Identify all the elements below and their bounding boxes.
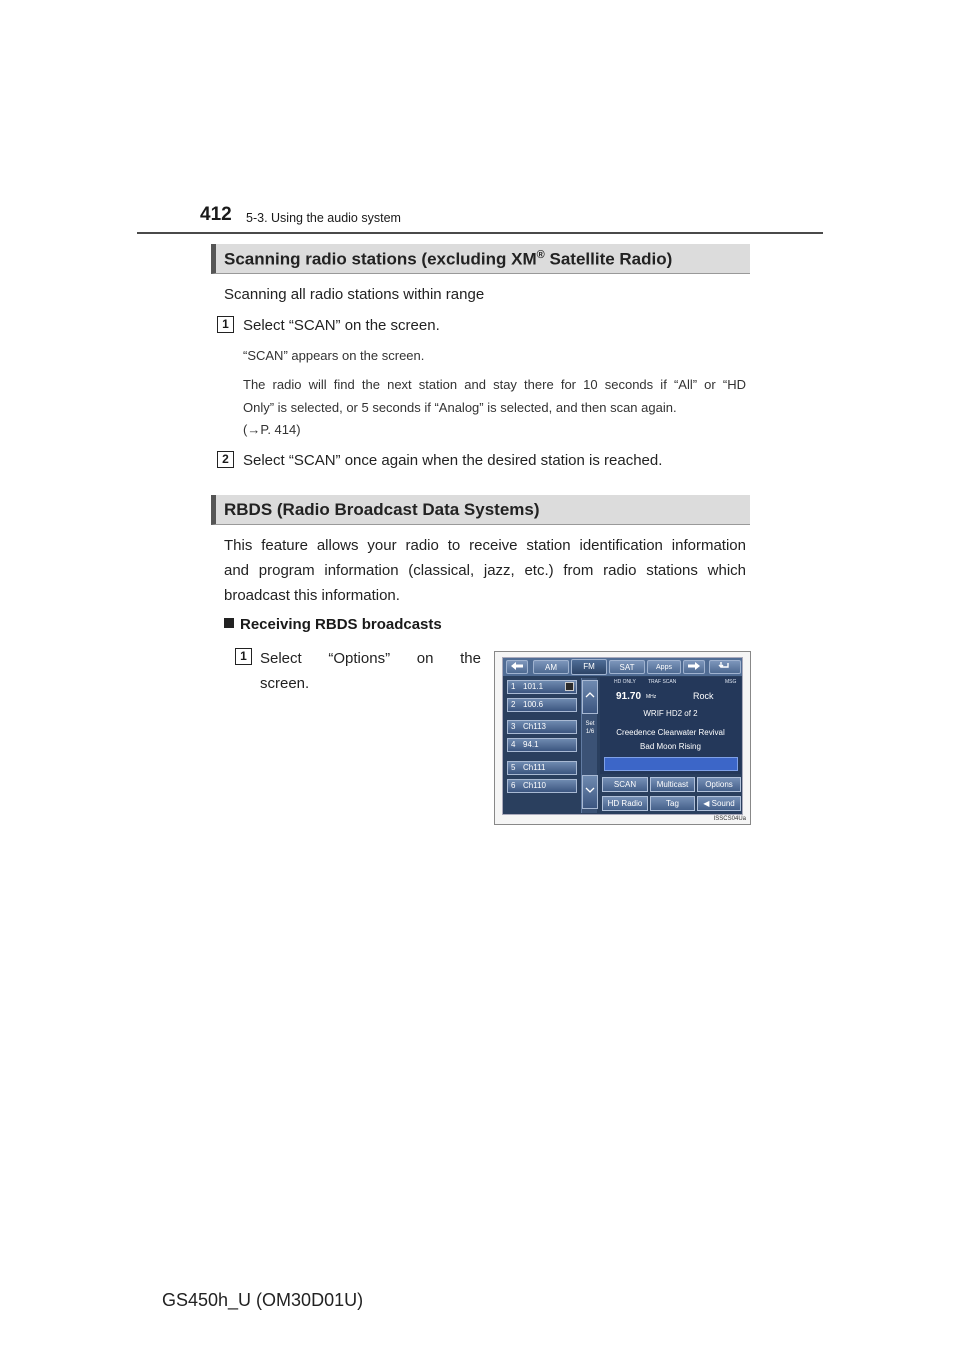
return-icon[interactable]: [709, 660, 741, 674]
song-highlight: [604, 757, 738, 771]
step-number-2: 2: [217, 451, 234, 468]
sound-button[interactable]: ◀ Sound: [697, 796, 741, 811]
footer-model-code: GS450h_U (OM30D01U): [162, 1290, 364, 1310]
section-heading-rbds: [211, 495, 750, 525]
scan-button[interactable]: SCAN: [602, 777, 648, 792]
rbds-step-1-line1: Select “Options” on the: [260, 650, 481, 667]
section-reference: 5-3. Using the audio system: [246, 211, 401, 225]
scroll-up-icon[interactable]: [582, 680, 598, 714]
frequency: 91.70: [616, 691, 642, 702]
back-arrow-icon[interactable]: [506, 660, 528, 674]
tag-button[interactable]: Tag: [650, 796, 695, 811]
header-rule: [137, 232, 823, 234]
bullet-receiving-rbds: Receiving RBDS broadcasts: [224, 616, 442, 633]
genre: Rock: [693, 691, 714, 701]
note-scan-appears: “SCAN” appears on the screen.: [243, 348, 425, 363]
bullet-square-icon: [224, 618, 234, 628]
preset-1[interactable]: 1 101.1: [507, 680, 577, 694]
artist-name: Creedence Clearwater Revival: [616, 728, 725, 737]
step-1-text: Select “SCAN” on the screen.: [243, 317, 440, 334]
rbds-step-1-line2: screen.: [260, 675, 310, 692]
preset-5[interactable]: 5 Ch111: [507, 761, 577, 775]
page-reference[interactable]: (→P. 414): [243, 422, 301, 437]
forward-arrow-icon[interactable]: [683, 660, 705, 674]
tab-apps[interactable]: Apps: [647, 660, 681, 674]
preset-set-label: Set 1/6: [585, 721, 595, 735]
preset-2[interactable]: 2 100.6: [507, 698, 577, 712]
frequency-unit: MHz: [646, 694, 657, 700]
msg-indicator: MSG: [725, 679, 737, 685]
section-heading-rbds-text: RBDS (Radio Broadcast Data Systems): [224, 500, 540, 519]
options-button[interactable]: Options: [697, 777, 741, 792]
note-scan-behavior-line1: The radio will find the next station and stay there for 10 seconds if “All” or “HD: [243, 377, 746, 392]
hd-only-indicator: HD ONLY: [614, 679, 636, 685]
station-info-panel: [600, 677, 741, 774]
radio-screen: [502, 657, 743, 815]
radio-screen-figure: [494, 651, 751, 825]
hd-radio-button[interactable]: HD Radio: [602, 796, 648, 811]
step-2-text: Select “SCAN” once again when the desired station is reached.: [243, 452, 663, 469]
rbds-step-number-1: 1: [235, 648, 252, 665]
station-name: WRIF HD2 of 2: [643, 709, 698, 718]
section-heading-scanning: [211, 244, 750, 274]
tab-am[interactable]: AM: [533, 660, 569, 674]
preset-3[interactable]: 3 Ch113: [507, 720, 577, 734]
step-number-1: 1: [217, 316, 234, 333]
rbds-body-line3: broadcast this information.: [224, 587, 400, 604]
preset-6[interactable]: 6 Ch110: [507, 779, 577, 793]
rbds-body-line2: and program information (classical, jazz, etc.) from radio stations which: [224, 562, 746, 579]
traf-scan-indicator: TRAF SCAN: [648, 679, 677, 685]
rbds-body-line1: This feature allows your radio to receive station identification information: [224, 537, 746, 554]
tab-bar: [503, 658, 743, 676]
note-scan-behavior-line2: Only” is selected, or 5 seconds if “Analog” is selected, and then scan again.: [243, 400, 677, 415]
section-heading-scanning-text: Scanning radio stations (excluding XM® Satellite Radio): [224, 249, 673, 269]
scroll-down-icon[interactable]: [582, 775, 598, 809]
tab-fm[interactable]: FM: [571, 659, 607, 675]
preset-scroll-column: [581, 678, 597, 813]
song-title: Bad Moon Rising: [640, 742, 701, 751]
speaker-icon: ◀: [703, 799, 710, 808]
preset-4[interactable]: 4 94.1: [507, 738, 577, 752]
tab-sat[interactable]: SAT: [609, 660, 645, 674]
figure-code: ISSCS04Ua: [713, 816, 746, 822]
multicast-button[interactable]: Multicast: [650, 777, 695, 792]
page-number: 412: [200, 204, 232, 225]
scanning-intro: Scanning all radio stations within range: [224, 286, 485, 303]
preset-hd-badge-icon: [565, 682, 574, 691]
